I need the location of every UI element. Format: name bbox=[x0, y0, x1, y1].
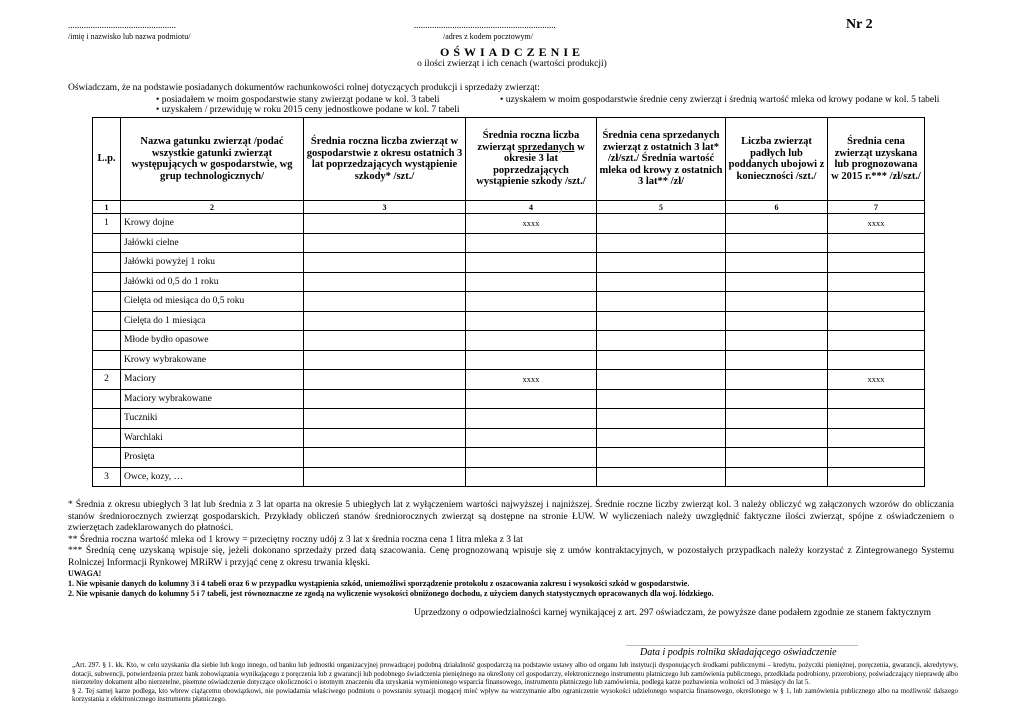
row-avg-count-cell[interactable] bbox=[304, 272, 466, 292]
footnote-3: *** Średnią cenę uzyskaną wpisuje się, jeżeli dokonano sprzedaży przed datą szacowania. Cenę prognozowaną wpisuje się z umów kontraktacyjnych, w pozostałych przypadkach należy korzystać z Zintegrowanego Systemu Rolniczej Informacji Rynkowej MRiRW i przyjąć cenę z okresu trwania klęski. bbox=[68, 546, 954, 568]
row-dead-animals-cell[interactable] bbox=[726, 370, 828, 390]
row-lp bbox=[93, 389, 121, 409]
row-avg-count-cell[interactable] bbox=[304, 448, 466, 468]
row-species-name: Krowy dojne bbox=[121, 214, 304, 234]
liability-statement: Uprzedzony o odpowiedzialności karnej wynikającej z art. 297 oświadczam, że powyższe dane podałem zgodnie ze stanem faktycznym bbox=[414, 608, 932, 618]
header-avg-count: Średnia roczna liczba zwierząt w gospodarstwie z okresu ostatnich 3 lat poprzedzających wystąpienie szkody* /szt./ bbox=[304, 118, 466, 201]
table-row bbox=[93, 331, 925, 351]
footnote-1: * Średnia z okresu ubiegłych 3 lat lub średnia z 3 lat oparta na okresie 5 ubiegłych lat z wyłączeniem wartości najwyższej i najniższej. Średnie roczne liczby zwierząt kol. 3 należy obliczyć wg załączonych wzorów do obliczania stanów średniorocznych zwierząt gospodarskich. Przykłady obliczeń stanów średniorocznych zwierząt są dostępne na stronie ŁUW. W wyliczeniach należy uwzględnić faktyczne ilości zwierząt, spójne z oświadczeniem o zwierzętach zadeklarowanych do płatności. bbox=[68, 500, 954, 533]
row-species-name: Młode bydło opasowe bbox=[121, 331, 304, 351]
row-avg-price-cell[interactable] bbox=[597, 350, 726, 370]
row-price-2015-cell[interactable] bbox=[828, 331, 925, 351]
row-price-2015-cell[interactable] bbox=[828, 428, 925, 448]
header-avg-sold bbox=[466, 118, 597, 201]
form-subtitle: o ilości zwierząt i ich cenach (wartości produkcji) bbox=[417, 59, 607, 69]
row-lp bbox=[93, 331, 121, 351]
row-lp bbox=[93, 311, 121, 331]
header-dead-animals: Liczba zwierząt padłych lub poddanych ubojowi z konieczności /szt./ bbox=[726, 118, 828, 201]
legal-paragraph-1: „Art. 297. § 1. kk. Kto, w celu uzyskania dla siebie lub kogo innego, od banku lub jednostki organizacyjnej prowadzącej podobną działalność gospodarczą na podstawie ustawy albo od organu lub instytucji dysponujących środkami publicznymi – kredytu, pożyczki pieniężnej, poręczenia, gwarancji, akredytywy, dotacji, subwencji, potwierdzenia przez bank zobowiązania wynikającego z poręczenia lub z gwarancji lub podobnego świadczenia pieniężnego na określony cel gospodarczy, elektronicznego instrumentu płatniczego lub zamówienia publicznego, przedkłada podrobiony, przerobiony, poświadczający nieprawdę albo nierzetelny dokument albo nierzetelne, pisemne oświadczenie dotyczące okoliczności o istotnym znaczeniu dla uzyskania wymienionego wsparcia finansowego, instrumentu płatniczego lub zamówienia, podlega karze pozbawienia wolności od 3 miesięcy do lat 5. bbox=[72, 661, 958, 686]
row-price-2015-cell[interactable] bbox=[828, 311, 925, 331]
table-header-row bbox=[93, 118, 925, 201]
row-avg-price-cell[interactable] bbox=[597, 409, 726, 429]
row-dead-animals-cell[interactable] bbox=[726, 214, 828, 234]
row-avg-sold-cell[interactable] bbox=[466, 292, 597, 312]
row-avg-sold-cell[interactable] bbox=[466, 233, 597, 253]
row-dead-animals-cell[interactable] bbox=[726, 331, 828, 351]
row-avg-count-cell[interactable] bbox=[304, 233, 466, 253]
row-price-2015-cell[interactable] bbox=[828, 467, 925, 487]
row-price-2015-cell[interactable] bbox=[828, 233, 925, 253]
column-number: 6 bbox=[726, 201, 828, 214]
table-row bbox=[93, 292, 925, 312]
name-caption: /imię i nazwisko lub nazwa podmiotu/ bbox=[68, 32, 191, 41]
row-price-2015-cell[interactable] bbox=[828, 272, 925, 292]
warning-item-2: 2. Nie wpisanie danych do kolumny 5 i 7 tabeli, jest równoznaczne ze zgodą na wyliczenie wysokości obniżonego dochodu, z użyciem danych statystycznych opracowanych dla woj. łódzkiego. bbox=[68, 589, 714, 598]
row-avg-count-cell[interactable] bbox=[304, 428, 466, 448]
table-row bbox=[93, 428, 925, 448]
row-species-name: Tuczniki bbox=[121, 409, 304, 429]
row-dead-animals-cell[interactable] bbox=[726, 428, 828, 448]
header-avg-sold-pre: Średnia roczna liczba zwierząt bbox=[477, 130, 580, 153]
row-lp bbox=[93, 350, 121, 370]
row-avg-price-cell[interactable] bbox=[597, 389, 726, 409]
table-row bbox=[93, 233, 925, 253]
row-species-name: Maciory bbox=[121, 370, 304, 390]
table-row bbox=[93, 253, 925, 273]
signature-line[interactable] bbox=[626, 645, 858, 646]
row-avg-count-cell[interactable] bbox=[304, 350, 466, 370]
legal-paragraph-2: § 2. Tej samej karze podlega, kto wbrew ciążącemu obowiązkowi, nie powiadamia właściwego podmiotu o powstaniu sytuacji mogącej mieć wpływ na wstrzymanie albo ograniczenie wysokości udzielonego wsparcia finansowego, określonego w § 1, lub zamówienia publicznego albo na możliwość dalszego korzystania z elektronicznego instrumentu płatniczego. bbox=[72, 686, 958, 703]
header-avg-price: Średnia cena sprzedanych zwierząt z ostatnich 3 lat* /zł/szt./ Średnia wartość mleka od krowy z ostatnich 3 lat** /zł/ bbox=[597, 118, 726, 201]
row-species-name: Warchlaki bbox=[121, 428, 304, 448]
row-avg-sold-cell[interactable] bbox=[466, 467, 597, 487]
row-avg-count-cell[interactable] bbox=[304, 253, 466, 273]
table-row bbox=[93, 272, 925, 292]
row-price-2015-cell[interactable] bbox=[828, 253, 925, 273]
row-avg-sold-cell[interactable] bbox=[466, 428, 597, 448]
row-avg-sold-cell[interactable] bbox=[466, 448, 597, 468]
row-avg-count-cell[interactable] bbox=[304, 331, 466, 351]
row-dead-animals-cell[interactable] bbox=[726, 233, 828, 253]
row-lp bbox=[93, 428, 121, 448]
row-avg-count-cell[interactable] bbox=[304, 409, 466, 429]
row-dead-animals-cell[interactable] bbox=[726, 253, 828, 273]
row-dead-animals-cell[interactable] bbox=[726, 272, 828, 292]
row-dead-animals-cell[interactable] bbox=[726, 448, 828, 468]
row-lp bbox=[93, 253, 121, 273]
row-lp bbox=[93, 272, 121, 292]
column-number: 3 bbox=[304, 201, 466, 214]
signature-caption: Data i podpis rolnika składającego oświadczenie bbox=[640, 647, 837, 658]
row-dead-animals-cell[interactable] bbox=[726, 409, 828, 429]
row-avg-price-cell[interactable] bbox=[597, 292, 726, 312]
row-avg-sold-cell[interactable] bbox=[466, 253, 597, 273]
row-lp bbox=[93, 233, 121, 253]
column-number: 2 bbox=[121, 201, 304, 214]
row-dead-animals-cell[interactable] bbox=[726, 467, 828, 487]
row-avg-count-cell[interactable] bbox=[304, 214, 466, 234]
row-price-2015-cell[interactable] bbox=[828, 292, 925, 312]
row-avg-price-cell[interactable] bbox=[597, 448, 726, 468]
row-species-name: Maciory wybrakowane bbox=[121, 389, 304, 409]
row-lp: 3 bbox=[93, 467, 121, 487]
row-avg-price-cell[interactable] bbox=[597, 467, 726, 487]
row-price-2015-cell[interactable]: xxxx bbox=[828, 214, 925, 234]
row-lp bbox=[93, 448, 121, 468]
table-row bbox=[93, 370, 925, 390]
row-avg-price-cell[interactable] bbox=[597, 233, 726, 253]
table-row bbox=[93, 467, 925, 487]
address-caption: /adres z kodem pocztowym/ bbox=[443, 32, 533, 41]
row-avg-sold-cell[interactable] bbox=[466, 350, 597, 370]
animals-table bbox=[92, 117, 925, 487]
row-avg-sold-cell[interactable] bbox=[466, 331, 597, 351]
row-avg-sold-cell[interactable] bbox=[466, 311, 597, 331]
row-avg-count-cell[interactable] bbox=[304, 311, 466, 331]
row-avg-count-cell[interactable] bbox=[304, 292, 466, 312]
table-row bbox=[93, 409, 925, 429]
row-avg-sold-cell[interactable] bbox=[466, 409, 597, 429]
statement-bullet-3: • uzyskałem / przewiduję w roku 2015 ceny jednostkowe podane w kol. 7 tabeli bbox=[156, 105, 460, 115]
row-avg-price-cell[interactable] bbox=[597, 272, 726, 292]
table-row bbox=[93, 350, 925, 370]
row-dead-animals-cell[interactable] bbox=[726, 311, 828, 331]
row-species-name: Jałówki cielne bbox=[121, 233, 304, 253]
statement-bullet-2: • uzyskałem w moim gospodarstwie średnie ceny zwierząt i średnią wartość mleka od krowy podane w kol. 5 tabeli bbox=[500, 95, 940, 105]
column-number: 4 bbox=[466, 201, 597, 214]
row-avg-count-cell[interactable] bbox=[304, 370, 466, 390]
header-price-2015: Średnia cena zwierząt uzyskana lub prognozowana w 2015 r.*** /zł/szt./ bbox=[828, 118, 925, 201]
table-row bbox=[93, 214, 925, 234]
statement-bullet-1: • posiadałem w moim gospodarstwie stany zwierząt podane w kol. 3 tabeli bbox=[156, 95, 440, 105]
row-price-2015-cell[interactable] bbox=[828, 350, 925, 370]
legal-text bbox=[72, 661, 958, 704]
row-dead-animals-cell[interactable] bbox=[726, 350, 828, 370]
row-price-2015-cell[interactable] bbox=[828, 448, 925, 468]
row-dead-animals-cell[interactable] bbox=[726, 389, 828, 409]
row-price-2015-cell[interactable] bbox=[828, 409, 925, 429]
form-number: Nr 2 bbox=[846, 17, 873, 32]
row-avg-sold-cell[interactable]: xxxx bbox=[466, 214, 597, 234]
header-avg-sold-post: w okresie 3 lat poprzedzających wystąpienie szkody /szt./ bbox=[476, 141, 586, 188]
footnote-2: ** Średnia roczna wartość mleka od 1 krowy = przeciętny roczny udój z 3 lat x średnia roczna cena 1 litra mleka z 3 lat bbox=[68, 534, 523, 545]
row-species-name: Jałówki od 0,5 do 1 roku bbox=[121, 272, 304, 292]
row-price-2015-cell[interactable]: xxxx bbox=[828, 370, 925, 390]
row-lp bbox=[93, 292, 121, 312]
row-lp: 2 bbox=[93, 370, 121, 390]
row-avg-price-cell[interactable] bbox=[597, 331, 726, 351]
row-species-name: Jałówki powyżej 1 roku bbox=[121, 253, 304, 273]
table-row bbox=[93, 448, 925, 468]
table-row bbox=[93, 389, 925, 409]
row-dead-animals-cell[interactable] bbox=[726, 292, 828, 312]
statement-intro: Oświadczam, że na podstawie posiadanych dokumentów rachunkowości rolnej dotyczących produkcji i sprzedaży zwierząt: bbox=[68, 83, 540, 93]
warning-heading: UWAGA! bbox=[68, 569, 102, 578]
row-avg-count-cell[interactable] bbox=[304, 467, 466, 487]
header-avg-sold-underlined: sprzedanych bbox=[517, 141, 575, 153]
column-numbers-row bbox=[93, 201, 925, 214]
row-avg-price-cell[interactable] bbox=[597, 214, 726, 234]
address-dotted-line[interactable]: ............................................................... bbox=[414, 20, 556, 30]
warning-item-1: 1. Nie wpisanie danych do kolumny 3 i 4 tabeli oraz 6 w przypadku wystąpienia szkód, uniemożliwi sporządzenie protokołu z oszacowania zakresu i wysokości szkód w gospodarstwie. bbox=[68, 579, 690, 588]
row-avg-price-cell[interactable] bbox=[597, 311, 726, 331]
name-dotted-line[interactable]: ................................................ bbox=[68, 20, 176, 30]
form-title: OŚWIADCZENIE bbox=[439, 45, 585, 59]
header-lp: L.p. bbox=[93, 118, 121, 201]
row-avg-price-cell[interactable] bbox=[597, 253, 726, 273]
row-avg-count-cell[interactable] bbox=[304, 389, 466, 409]
row-price-2015-cell[interactable] bbox=[828, 389, 925, 409]
row-species-name: Cielęta od miesiąca do 0,5 roku bbox=[121, 292, 304, 312]
row-species-name: Prosięta bbox=[121, 448, 304, 468]
table-row bbox=[93, 311, 925, 331]
row-species-name: Krowy wybrakowane bbox=[121, 350, 304, 370]
header-species-name: Nazwa gatunku zwierząt /podać wszystkie gatunki zwierząt występujących w gospodarstwie, wg grup technologicznych/ bbox=[121, 118, 304, 201]
row-species-name: Cielęta do 1 miesiąca bbox=[121, 311, 304, 331]
footnotes bbox=[68, 500, 954, 599]
row-avg-price-cell[interactable] bbox=[597, 428, 726, 448]
column-number: 7 bbox=[828, 201, 925, 214]
row-avg-price-cell[interactable] bbox=[597, 370, 726, 390]
row-lp bbox=[93, 409, 121, 429]
row-lp: 1 bbox=[93, 214, 121, 234]
column-number: 1 bbox=[93, 201, 121, 214]
row-species-name: Owce, kozy, … bbox=[121, 467, 304, 487]
column-number: 5 bbox=[597, 201, 726, 214]
row-avg-sold-cell[interactable]: xxxx bbox=[466, 370, 597, 390]
row-avg-sold-cell[interactable] bbox=[466, 389, 597, 409]
row-avg-sold-cell[interactable] bbox=[466, 272, 597, 292]
